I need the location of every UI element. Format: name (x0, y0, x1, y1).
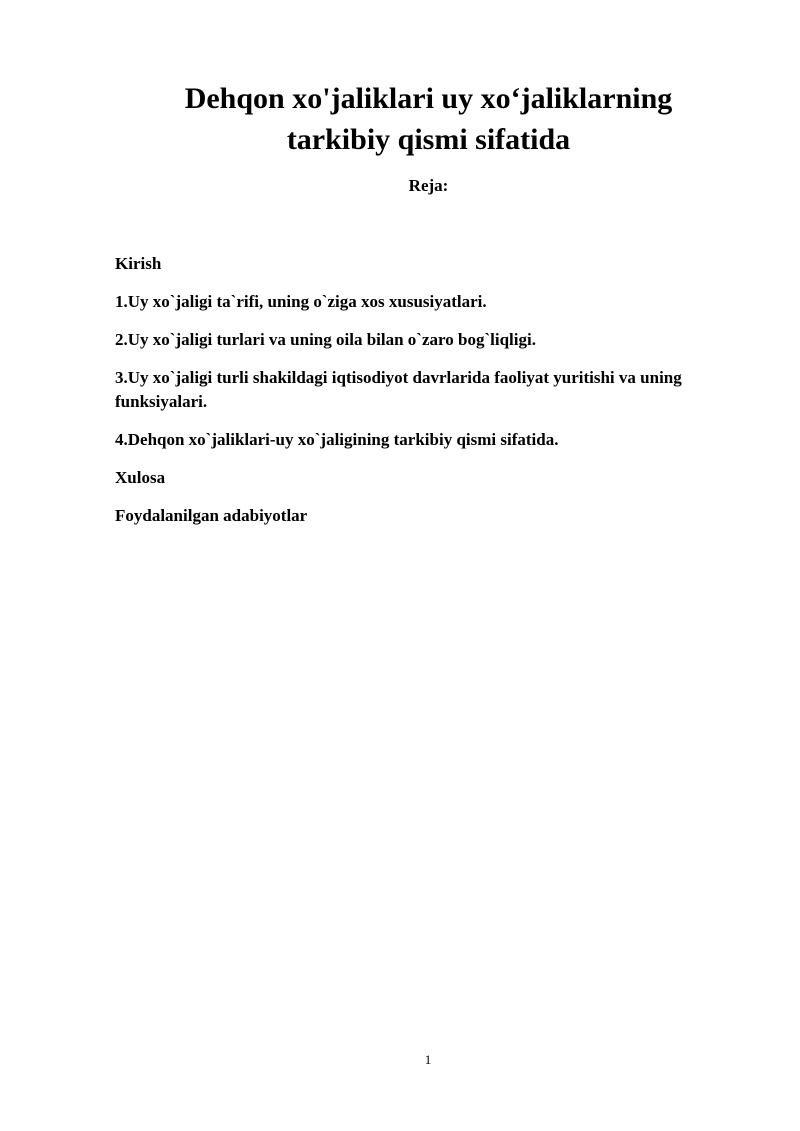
title-line-2: tarkibiy qismi sifatida (286, 123, 571, 156)
toc-item-1: 1.Uy xo`jaligi ta`rifi, uning o`ziga xos xususiyatlari. (115, 292, 487, 311)
page-number: 1 (424, 1052, 432, 1067)
document-title (115, 78, 742, 160)
toc-item-3: 3.Uy xo`jaligi turli shakildagi iqtisodiyot davrlarida faoliyat yuritishi va uning funksiyalari. (115, 368, 682, 411)
plan-heading: Reja: (408, 176, 449, 195)
toc-item-4: 4.Dehqon xo`jaliklari-uy xo`jaligining tarkibiy qismi sifatida. (115, 430, 559, 449)
toc-item-references: Foydalanilgan adabiyotlar (115, 506, 308, 525)
toc-item-2: 2.Uy xo`jaligi turlari va uning oila bilan o`zaro bog`liqligi. (115, 330, 536, 349)
table-of-contents (115, 252, 755, 542)
title-line-1: Dehqon xo'jaliklari uy xo‘jaliklarning (184, 82, 673, 115)
toc-item-introduction: Kirish (115, 254, 162, 273)
toc-item-conclusion: Xulosa (115, 468, 166, 487)
